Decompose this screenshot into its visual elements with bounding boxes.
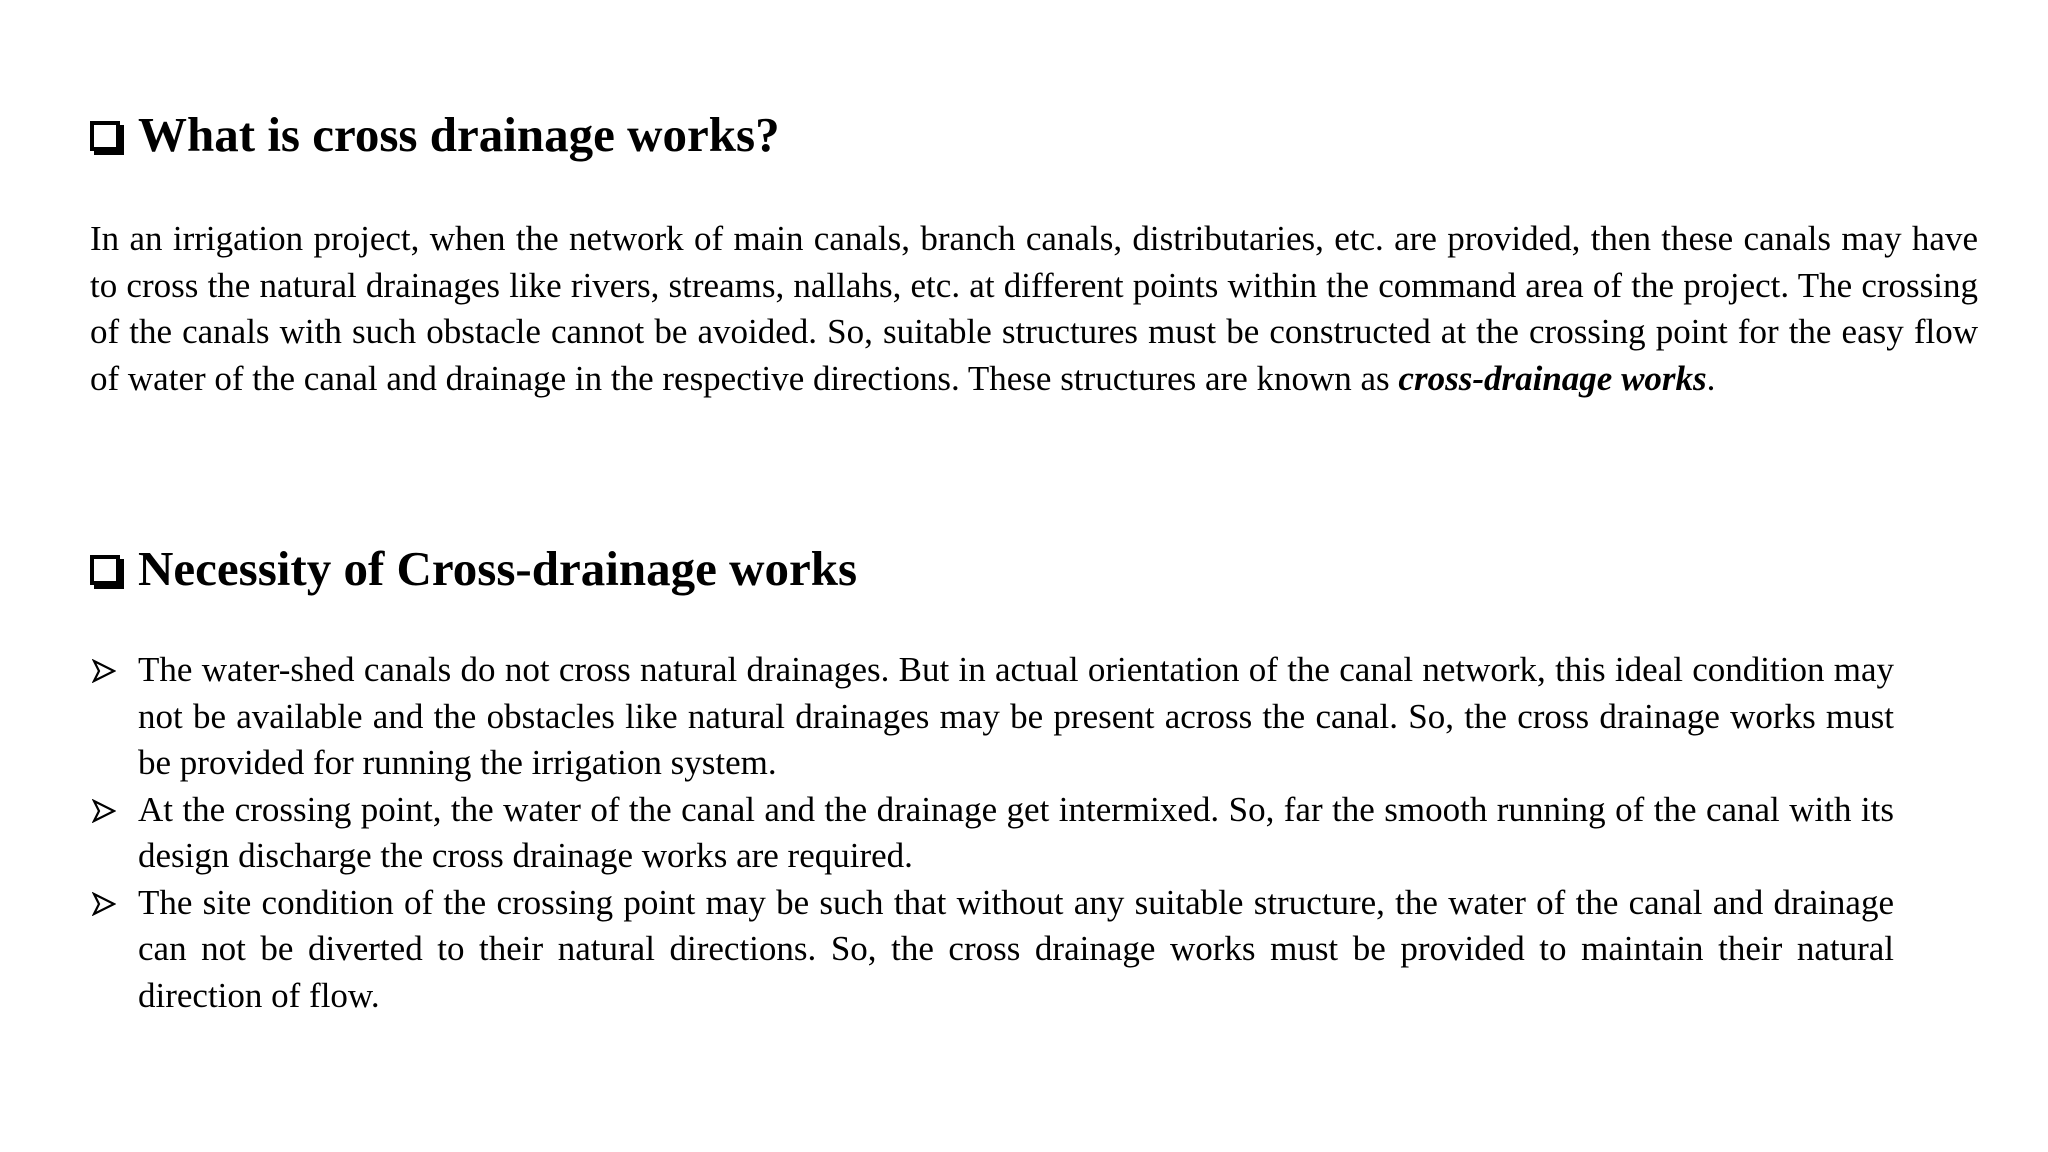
section-heading-what-is xyxy=(90,106,780,165)
checkbox-icon xyxy=(90,121,120,151)
checkbox-icon xyxy=(90,555,120,585)
list-item-text: At the crossing point, the water of the canal and the drainage get intermixed. So, far the smooth running of the canal with its design discharge the cross drainage works are required. xyxy=(138,789,1894,875)
list-item xyxy=(90,647,1894,787)
paragraph-end: . xyxy=(1706,358,1716,398)
arrowhead-icon xyxy=(92,659,116,683)
list-item-text: The site condition of the crossing point may be such that without any suitable structure, the water of the canal and drainage can not be diverted to their natural directions. So, the cross drainage works must be provided to maintain their natural direction of flow. xyxy=(138,882,1894,1015)
list-item xyxy=(90,787,1894,880)
list-item-text: The water-shed canals do not cross natural drainages. But in actual orientation of the canal network, this ideal condition may not be available and the obstacles like natural drainages may be present across the canal. So, the cross drainage works must be provided for running the irrigation system. xyxy=(138,650,1894,782)
heading-text: What is cross drainage works? xyxy=(138,107,780,162)
arrowhead-icon xyxy=(92,799,116,823)
list-item xyxy=(90,880,1894,1020)
paragraph-text: In an irrigation project, when the network of main canals, branch canals, distributaries, etc. are provided, then these canals may have to cross the natural drainages like rivers, streams, nallahs, etc. at different points within the command area of the project. The crossing of the canals with such obstacle cannot be avoided. So, suitable structures must be constructed at the crossing point for the easy flow of water of the canal and drainage in the respective directions. These structures are known as xyxy=(90,219,1978,398)
necessity-list xyxy=(90,647,1894,1019)
arrowhead-icon xyxy=(92,892,116,916)
emphasis-term: cross-drainage works xyxy=(1398,358,1707,398)
heading-text: Necessity of Cross-drainage works xyxy=(138,541,858,596)
definition-paragraph xyxy=(90,216,1978,402)
section-heading-necessity xyxy=(90,540,857,599)
